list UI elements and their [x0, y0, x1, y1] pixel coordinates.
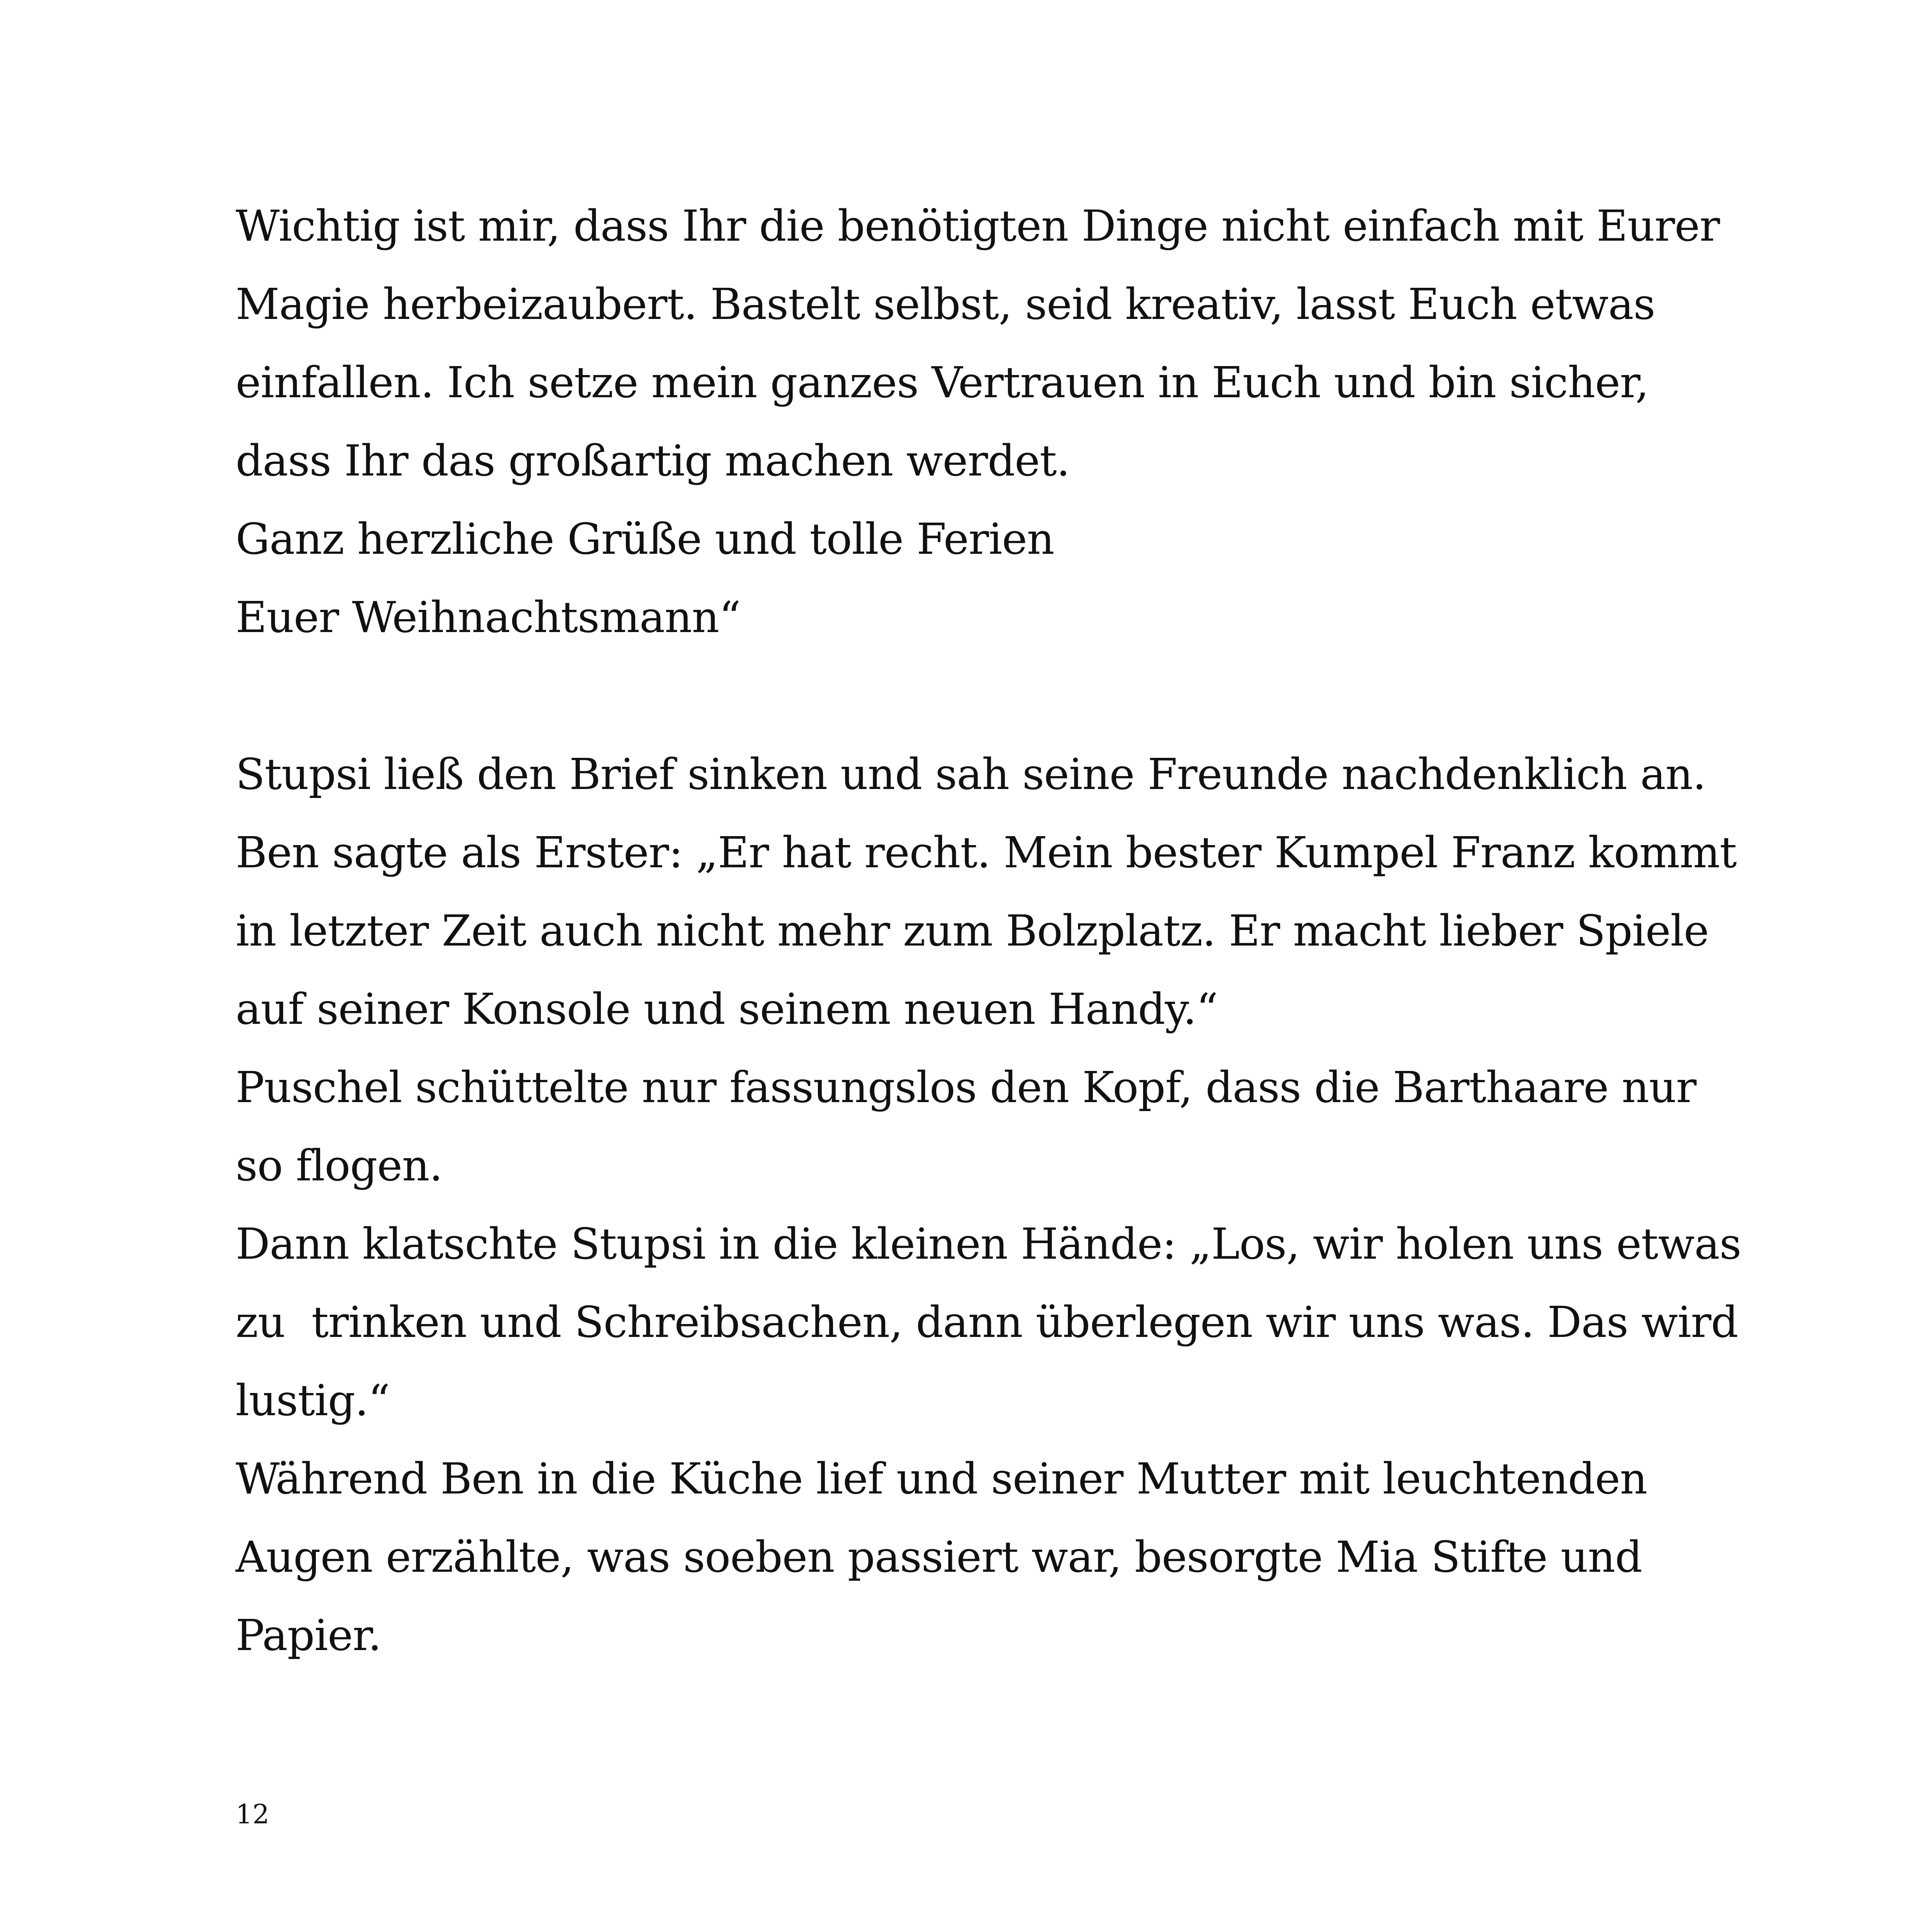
text-line: lustig.“ — [236, 1375, 390, 1425]
text-line: Wichtig ist mir, dass Ihr die benötigten Dinge nicht einfach mit Eurer — [236, 201, 1720, 251]
text-line: Magie herbeizaubert. Bastelt selbst, seid kreativ, lasst Euch etwas — [236, 279, 1655, 329]
story-paragraph — [236, 735, 1741, 1675]
text-line: zu trinken und Schreibsachen, dann überlegen wir uns was. Das wird — [236, 1297, 1738, 1347]
page-number: 12 — [236, 1799, 270, 1830]
text-line: Papier. — [236, 1610, 381, 1660]
text-line: Stupsi ließ den Brief sinken und sah seine Freunde nachdenklich an. — [236, 749, 1706, 799]
text-line: einfallen. Ich setze mein ganzes Vertrauen in Euch und bin sicher, — [236, 358, 1649, 407]
text-line: so flogen. — [236, 1141, 443, 1191]
text-line: Dann klatschte Stupsi in die kleinen Hände: „Los, wir holen uns etwas — [236, 1219, 1741, 1269]
text-line: auf seiner Konsole und seinem neuen Handy.“ — [236, 984, 1218, 1034]
text-line: Puschel schüttelte nur fassungslos den Kopf, dass die Barthaare nur — [236, 1062, 1697, 1112]
text-line: Ben sagte als Erster: „Er hat recht. Mein bester Kumpel Franz kommt — [236, 828, 1737, 877]
text-line: Während Ben in die Küche lief und seiner Mutter mit leuchtenden — [236, 1454, 1647, 1504]
text-line: Augen erzählte, was soeben passiert war, besorgte Mia Stifte und — [236, 1532, 1642, 1582]
text-line: dass Ihr das großartig machen werdet. — [236, 436, 1070, 486]
text-line: Ganz herzliche Grüße und tolle Ferien — [236, 514, 1054, 564]
text-line: Euer Weihnachtsmann“ — [236, 592, 741, 642]
text-line: in letzter Zeit auch nicht mehr zum Bolzplatz. Er macht lieber Spiele — [236, 906, 1709, 956]
letter-closing-paragraph — [236, 187, 1720, 657]
